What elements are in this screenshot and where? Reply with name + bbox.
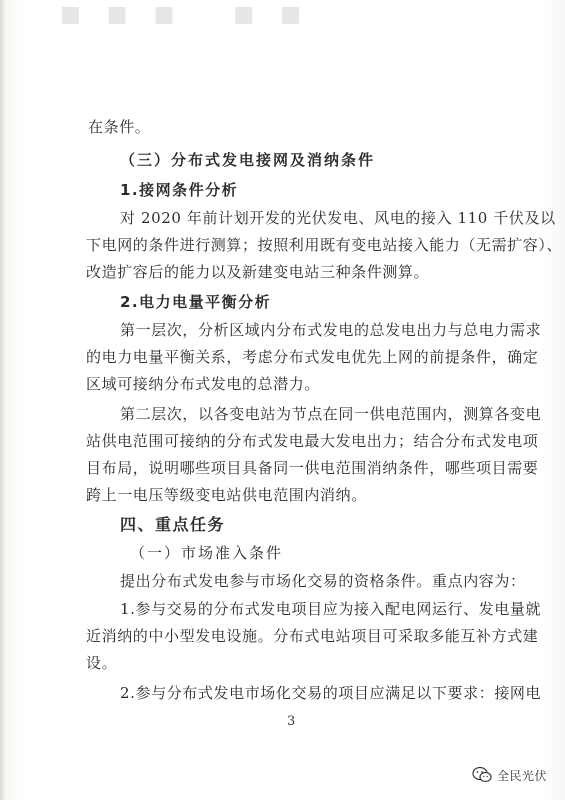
section-heading: （一）市场准入条件 xyxy=(130,544,284,562)
text-line: 跨上一电压等级变电站供电范围内消纳。 xyxy=(86,486,367,504)
text-line: 第二层次，以各变电站为节点在同一供电范围内，测算各变电 xyxy=(120,405,542,423)
text-line: 2.参与分布式发电市场化交易的项目应满足以下要求：接网电 xyxy=(120,684,542,702)
text-line: 下电网的条件进行测算；按照利用既有变电站接入能力（无需扩容）、 xyxy=(86,236,563,254)
subsection-heading: 2.电力电量平衡分析 xyxy=(120,293,272,311)
watermark xyxy=(472,764,547,786)
text-line: 提出分布式发电参与市场化交易的资格条件。重点内容为： xyxy=(120,572,526,590)
text-line: 区域可接纳分布式发电的总潜力。 xyxy=(86,375,321,393)
watermark-text: 全民光伏 xyxy=(497,768,548,783)
show-through-text: ■■■ ■■ xyxy=(60,2,327,27)
page-number: 3 xyxy=(287,714,296,729)
text-line: 设。 xyxy=(86,654,118,672)
text-line: 改造扩容后的能力以及新建变电站三种条件测算。 xyxy=(86,263,430,281)
section-heading: （三）分布式发电接网及消纳条件 xyxy=(120,151,376,169)
text-line: 近消纳的中小型发电设施。分布式电站项目可采取多能互补方式建 xyxy=(86,627,539,645)
chapter-heading: 四、重点任务 xyxy=(120,515,226,534)
text-line: 目布局，说明哪些项目具备同一供电范围消纳条件，哪些项目需要 xyxy=(86,459,539,477)
text-line: 站供电范围可接纳的分布式发电最大发电出力；结合分布式发电项 xyxy=(86,432,539,450)
text-line: 的电力电量平衡关系，考虑分布式发电优先上网的前提条件，确定 xyxy=(86,348,539,366)
subsection-heading: 1.接网条件分析 xyxy=(120,181,239,199)
wechat-icon xyxy=(472,766,492,784)
text-line: 对 2020 年前计划开发的光伏发电、风电的接入 110 千伏及以 xyxy=(120,209,556,227)
text-line: 第一层次，分析区域内分布式发电的总发电出力与总电力需求 xyxy=(120,321,542,339)
text-line: 1.参与交易的分布式发电项目应为接入配电网运行、发电量就 xyxy=(120,600,542,618)
text-line: 在条件。 xyxy=(88,118,151,136)
page-edge-shadow xyxy=(0,0,6,800)
